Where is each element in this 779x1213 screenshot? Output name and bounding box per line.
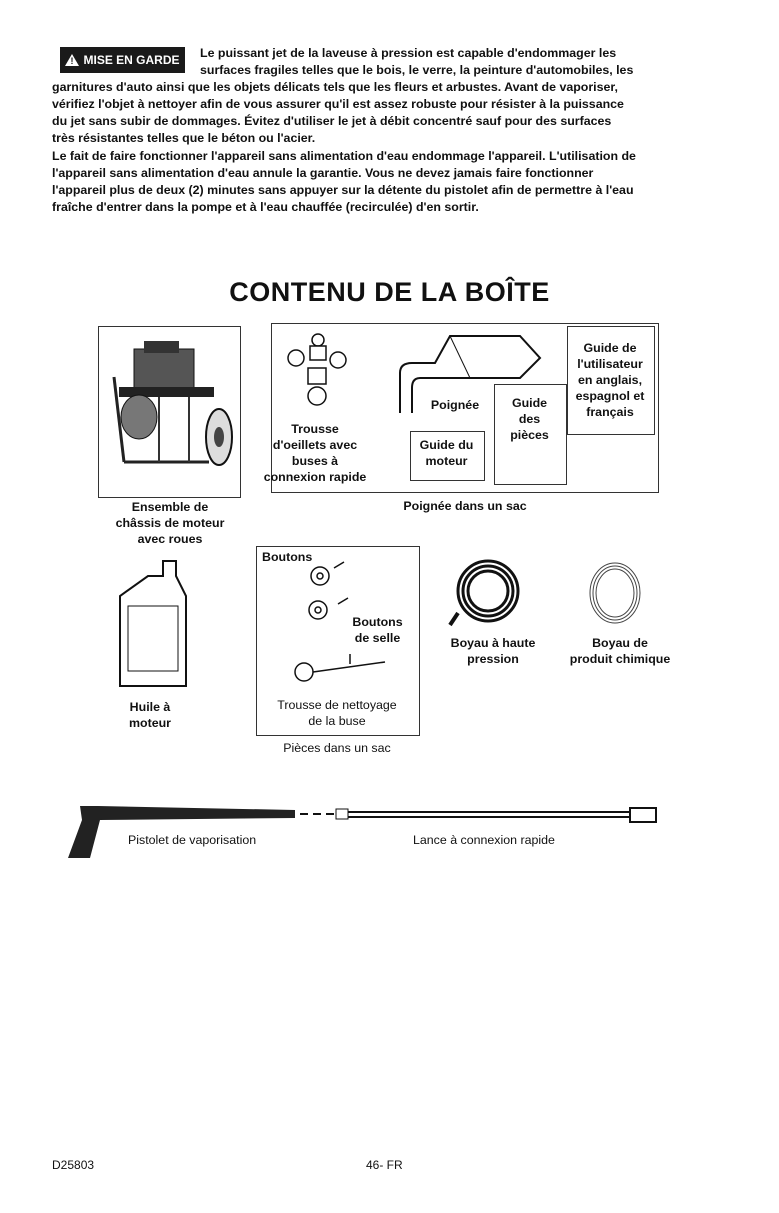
chem-hose-label-1: Boyau de (592, 636, 648, 650)
warning-line-6: très résistantes telles que le béton ou l'acier. (52, 131, 316, 145)
warranty-line-3: l'appareil plus de deux (2) minutes sans appuyer sur la détente du pistolet afin de permettre à l'eau (52, 183, 634, 197)
parts-guide-label-3: pièces (510, 428, 549, 442)
cleaning-tool-illustration (290, 648, 390, 688)
warning-badge (60, 47, 185, 73)
engine-guide-label-2: moteur (425, 454, 468, 468)
wand-label: Lance à connexion rapide (413, 833, 555, 847)
parts-guide-label-1: Guide (511, 396, 548, 410)
oil-bottle-illustration (118, 556, 188, 691)
hp-hose-illustration (448, 553, 528, 633)
engine-label-2: châssis de moteur (115, 516, 225, 530)
chem-hose-illustration (580, 555, 650, 635)
oil-label-2: moteur (129, 716, 171, 730)
knobs-label: Boutons (262, 550, 313, 564)
user-guide-label-4: espagnol et (575, 389, 645, 403)
engine-frame-illustration (99, 327, 240, 497)
oil-label-1: Huile à (129, 700, 171, 714)
warning-line-5: du jet sans subir de dommages. Évitez d'utiliser le jet à débit concentré sauf pour des surfaces (52, 114, 612, 128)
cleaning-kit-label-2: de la buse (308, 714, 366, 728)
page-number: 46- FR (366, 1158, 403, 1172)
engine-guide-label-1: Guide du (419, 438, 474, 452)
warning-line-4: vérifiez l'objet à nettoyer afin de vous assurer qu'il est assez robuste pour résister à la puissance (52, 97, 624, 111)
user-guide-label-1: Guide de (583, 341, 637, 355)
engine-label-3: avec roues (137, 532, 203, 546)
saddle-knobs-label-1: Boutons (352, 615, 403, 629)
engine-frame-box (98, 326, 241, 498)
user-guide-label-5: français (586, 405, 634, 419)
document-code: D25803 (52, 1158, 95, 1172)
handle-label: Poignée (430, 398, 480, 412)
user-guide-label-2: l'utilisateur (577, 357, 643, 371)
warranty-line-4: fraîche d'entrer dans la pompe et à l'eau chauffée (recirculée) d'en sortir. (52, 200, 479, 214)
parts-guide-label-2: des (518, 412, 541, 426)
handle-bag-label: Poignée dans un sac (403, 499, 527, 513)
warranty-line-2: l'appareil sans alimentation d'eau annule la garantie. Vous ne devez jamais faire fonctionner (52, 166, 594, 180)
warning-line-3: garnitures d'auto ainsi que les objets délicats tels que les fleurs et arbustes. Avant de vaporiser, (52, 80, 618, 94)
parts-bag-label: Pièces dans un sac (283, 741, 391, 755)
nozzle-kit-label-3: buses à (291, 454, 339, 468)
nozzle-kit-label-1: Trousse (291, 422, 339, 436)
warning-line-2: surfaces fragiles telles que le bois, le verre, la peinture d'automobiles, les (200, 63, 634, 77)
chem-hose-label-2: produit chimique (569, 652, 671, 666)
hp-hose-label-1: Boyau à haute (450, 636, 536, 650)
warning-line-1: Le puissant jet de la laveuse à pression est capable d'endommager les (200, 46, 617, 60)
gun-label: Pistolet de vaporisation (128, 833, 257, 847)
saddle-knobs-label-2: de selle (354, 631, 401, 645)
page-title: CONTENU DE LA BOÎTE (229, 277, 550, 307)
user-guide-label-3: en anglais, (577, 373, 643, 387)
warning-badge-label: MISE EN GARDE (83, 53, 180, 67)
hp-hose-label-2: pression (467, 652, 519, 666)
nozzle-kit-label-2: d'oeillets avec (272, 438, 358, 452)
warranty-line-1: Le fait de faire fonctionner l'appareil sans alimentation d'eau endommage l'appareil. L'utilisation de (52, 149, 636, 163)
nozzle-kit-illustration (280, 328, 355, 418)
spray-gun-wand-illustration (60, 800, 670, 860)
cleaning-kit-label-1: Trousse de nettoyage (277, 698, 397, 712)
nozzle-kit-label-4: connexion rapide (263, 470, 367, 484)
warning-triangle-icon: ! (65, 54, 79, 66)
engine-label-1: Ensemble de (131, 500, 209, 514)
